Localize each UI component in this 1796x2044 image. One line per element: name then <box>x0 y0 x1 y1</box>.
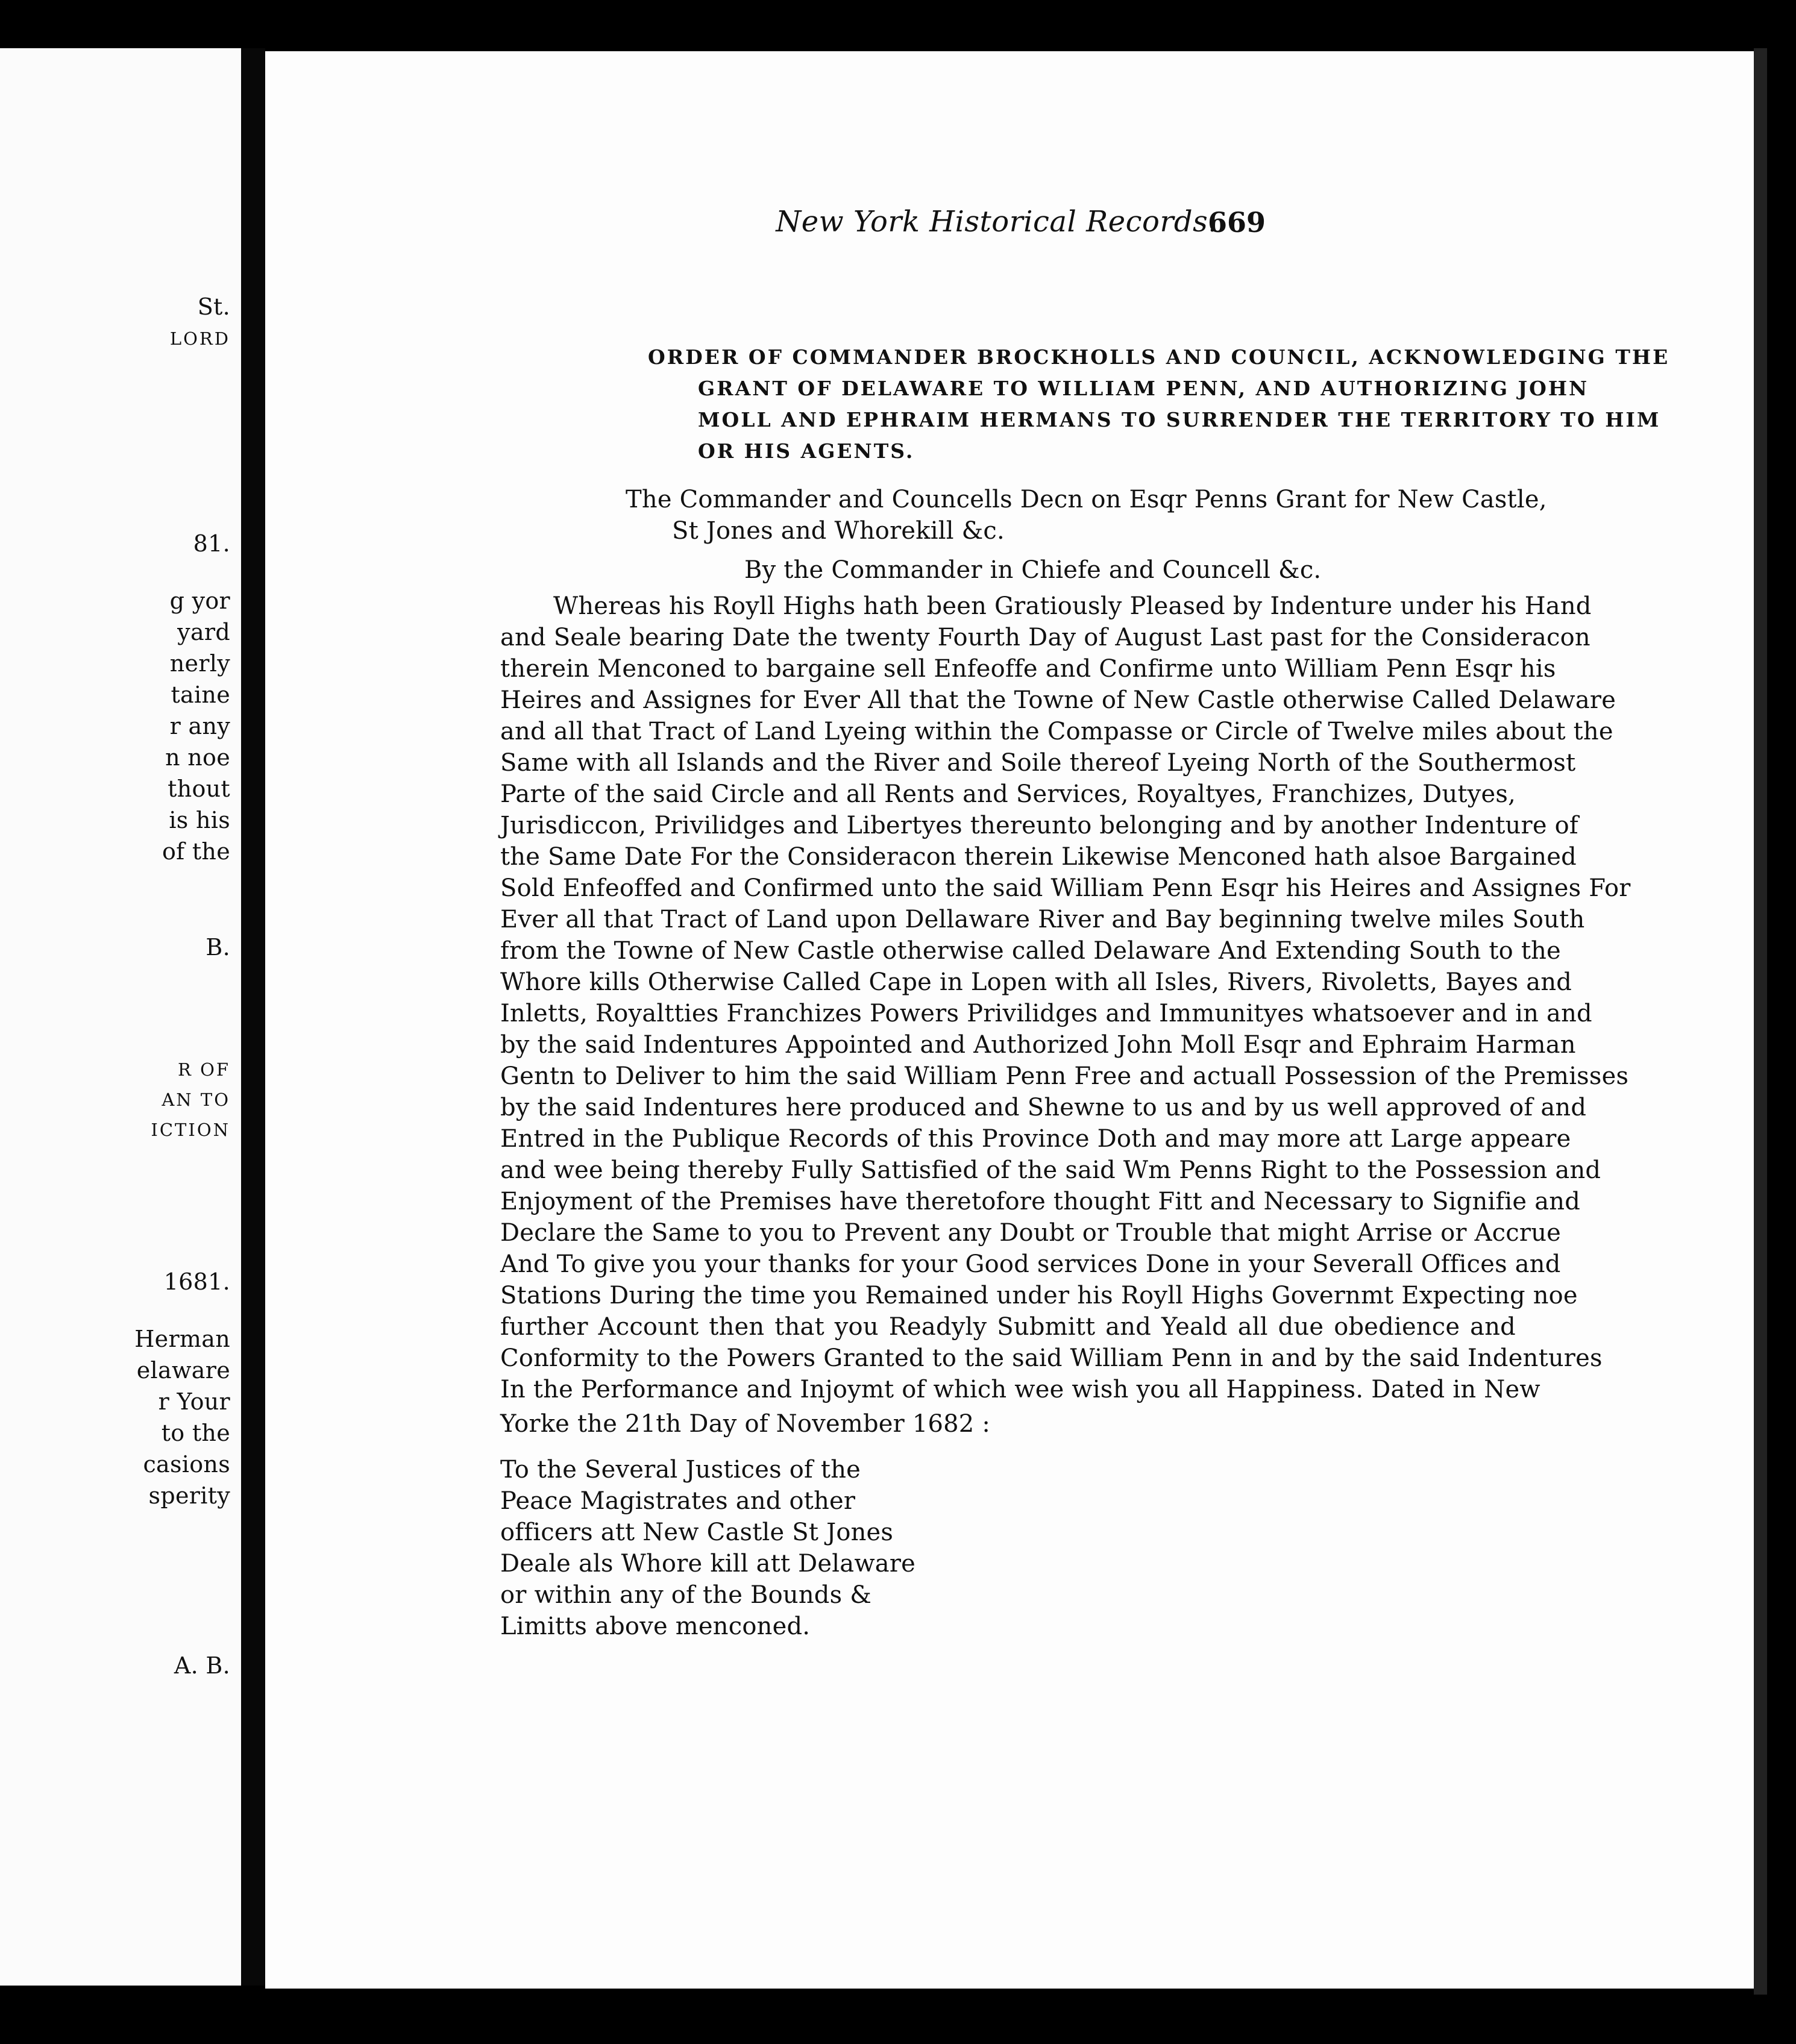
body-line: and Seale bearing Date the twenty Fourth Day of August Last past for the Consideracon <box>500 624 1590 651</box>
heading-line: ORDER OF COMMANDER BROCKHOLLS AND COUNCIL, ACKNOWLEDGING THE <box>648 345 1670 369</box>
left-page-line: casions <box>143 1451 230 1478</box>
left-page-line: yard <box>177 619 230 645</box>
left-facing-page <box>0 48 241 1986</box>
body-last-line: Yorke the 21th Day of November 1682 : <box>500 1410 991 1438</box>
left-page-line: sperity <box>148 1482 230 1509</box>
address-line: or within any of the Bounds & <box>500 1581 872 1609</box>
caption-line: St Jones and Whorekill &c. <box>672 517 1005 545</box>
left-page-line: A. B. <box>174 1652 230 1679</box>
left-page-line: LORD <box>169 328 230 349</box>
body-line: further Account then that you Readyly Submitt and Yeald all due obedience and <box>500 1313 1516 1341</box>
left-page-line: 1681. <box>163 1268 230 1295</box>
address-line: To the Several Justices of the <box>500 1456 861 1484</box>
left-page-line: 81. <box>193 530 230 557</box>
address-line: Limitts above menconed. <box>500 1613 811 1640</box>
right-page-edge <box>1754 48 1767 1995</box>
left-page-line: r any <box>169 713 230 739</box>
left-page-line: elaware <box>136 1357 230 1384</box>
body-line: Parte of the said Circle and all Rents and Services, Royaltyes, Franchizes, Dutyes, <box>500 780 1516 808</box>
body-line: Inletts, Royaltties Franchizes Powers Privilidges and Immunityes whatsoever and in and <box>500 1000 1592 1027</box>
byline: By the Commander in Chiefe and Councell &c. <box>744 556 1322 584</box>
left-page-line: B. <box>206 934 230 961</box>
left-page-line: R OF <box>178 1059 230 1080</box>
left-page-line: is his <box>169 807 230 833</box>
body-line: and all that Tract of Land Lyeing within the Compasse or Circle of Twelve miles about the <box>500 718 1613 745</box>
address-line: Peace Magistrates and other <box>500 1487 856 1515</box>
body-line: And To give you your thanks for your Good services Done in your Severall Offices and <box>500 1250 1561 1278</box>
body-line: In the Performance and Injoymt of which wee wish you all Happiness. Dated in New <box>500 1376 1540 1403</box>
left-page-line: thout <box>168 776 230 802</box>
left-page-line: n noe <box>165 744 230 771</box>
left-page-line: ICTION <box>151 1120 230 1140</box>
left-page-line: St. <box>197 293 230 320</box>
body-line: Conformity to the Powers Granted to the said William Penn in and by the said Indentures <box>500 1344 1603 1372</box>
body-line: Jurisdiccon, Privilidges and Libertyes thereunto belonging and by another Indenture of <box>500 812 1578 839</box>
page-number: 669 <box>1207 206 1266 239</box>
body-line: the Same Date For the Consideracon therein Likewise Menconed hath alsoe Bargained <box>500 843 1577 871</box>
left-page-line: r Your <box>158 1388 230 1415</box>
running-header: New York Historical Records. <box>776 205 1217 239</box>
left-page-line: to the <box>161 1420 230 1446</box>
body-line: by the said Indentures here produced and Shewne to us and by us well approved of and <box>500 1094 1587 1121</box>
left-page-line: taine <box>171 682 230 708</box>
body-line: Stations During the time you Remained under his Royll Highs Governmt Expecting noe <box>500 1282 1578 1309</box>
body-line: by the said Indentures Appointed and Authorized John Moll Esqr and Ephraim Harman <box>500 1031 1576 1059</box>
body-line: from the Towne of New Castle otherwise called Delaware And Extending South to the <box>500 937 1561 965</box>
body-line: Gentn to Deliver to him the said William Penn Free and actuall Possession of the Premisses <box>500 1062 1629 1090</box>
heading-line: OR HIS AGENTS. <box>698 439 915 463</box>
body-line: Entred in the Publique Records of this Province Doth and may more att Large appeare <box>500 1125 1571 1153</box>
body-line: Same with all Islands and the River and Soile thereof Lyeing North of the Southermost <box>500 749 1576 777</box>
body-line: Enjoyment of the Premises have theretofore thought Fitt and Necessary to Signifie and <box>500 1188 1581 1215</box>
body-line: Whereas his Royll Highs hath been Gratiously Pleased by Indenture under his Hand <box>553 592 1592 620</box>
caption-line: The Commander and Councells Decn on Esqr Penns Grant for New Castle, <box>626 486 1547 513</box>
left-page-line: g yor <box>169 588 230 614</box>
body-line: and wee being thereby Fully Sattisfied of the said Wm Penns Right to the Possession and <box>500 1156 1601 1184</box>
body-line: Ever all that Tract of Land upon Dellaware River and Bay beginning twelve miles South <box>500 906 1585 933</box>
body-line: Heires and Assignes for Ever All that the Towne of New Castle otherwise Called Delaware <box>500 686 1616 714</box>
body-line: Sold Enfeoffed and Confirmed unto the said William Penn Esqr his Heires and Assignes For <box>500 874 1631 902</box>
left-page-line: nerly <box>169 650 230 677</box>
heading-line: MOLL AND EPHRAIM HERMANS TO SURRENDER THE TERRITORY TO HIM <box>698 408 1661 431</box>
address-line: Deale als Whore kill att Delaware <box>500 1550 916 1578</box>
heading-line: GRANT OF DELAWARE TO WILLIAM PENN, AND AUTHORIZING JOHN <box>698 377 1589 400</box>
book-gutter <box>241 48 265 1986</box>
left-page-line: Herman <box>134 1326 230 1352</box>
body-line: Declare the Same to you to Prevent any Doubt or Trouble that might Arrise or Accrue <box>500 1219 1562 1247</box>
address-line: officers att New Castle St Jones <box>500 1519 894 1546</box>
body-line: Whore kills Otherwise Called Cape in Lopen with all Isles, Rivers, Rivoletts, Bayes and <box>500 968 1572 996</box>
left-page-line: of the <box>162 838 230 865</box>
body-line: therein Menconed to bargaine sell Enfeoffe and Confirme unto William Penn Esqr his <box>500 655 1556 683</box>
left-page-line: AN TO <box>162 1089 230 1110</box>
